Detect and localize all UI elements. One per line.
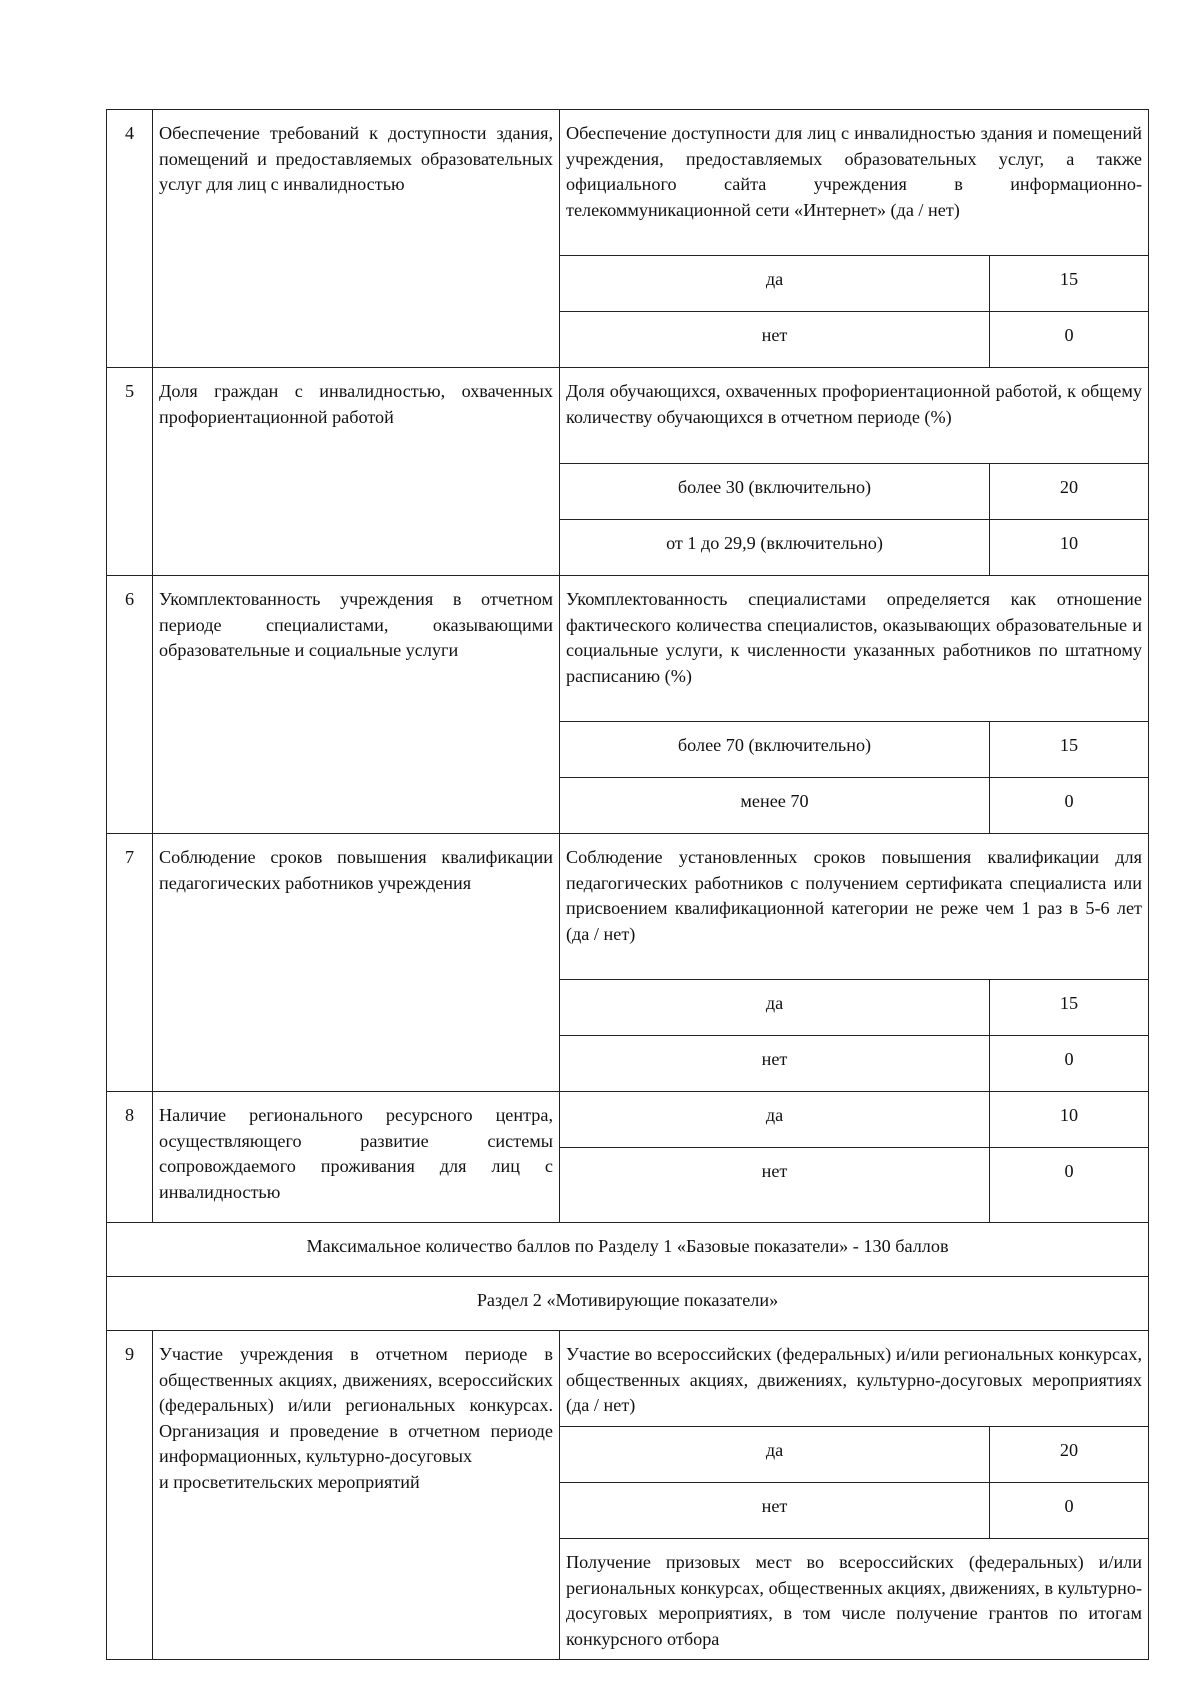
criterion-text: Укомплектованность специалистами определяется как отношение фактического количества специалистов, оказывающих образовательные и социальные услуги, к численности указанных работников по штатному расписанию (%) [560, 576, 1149, 722]
row-number: 5 [107, 368, 153, 576]
criterion-text: Доля обучающихся, охваченных профориентационной работой, к общему количеству обучающихся в отчетном периоде (%) [560, 368, 1149, 464]
section1-max-points: Максимальное количество баллов по Разделу 1 «Базовые показатели» - 130 баллов [107, 1223, 1149, 1277]
option-points: 0 [990, 312, 1149, 368]
table-row [107, 368, 1149, 464]
row-number: 9 [107, 1331, 153, 1660]
indicator-text [153, 1331, 560, 1660]
option-label: да [560, 1427, 990, 1483]
section-summary-row [107, 1223, 1149, 1277]
option-label: менее 70 [560, 778, 990, 834]
criterion-text: Обеспечение доступности для лиц с инвалидностью здания и помещений учреждения, предоставляемых образовательных услуг, а также официального сайта учреждения в информационно-телекоммуникационной сети «Интернет» (да / нет) [560, 110, 1149, 256]
option-points: 0 [990, 1148, 1149, 1223]
table-row [107, 1331, 1149, 1427]
indicator-text-part1: Участие учреждения в отчетном периоде в общественных акциях, движениях, всероссийских (федеральных) и/или региональных конкурсах. Организация и проведение в отчетном периоде информационных, культурно-досуговых [159, 1344, 553, 1466]
option-label: более 30 (включительно) [560, 464, 990, 520]
option-label: нет [560, 1483, 990, 1539]
criterion-text-2: Получение призовых мест во всероссийских (федеральных) и/или региональных конкурсах, общественных акциях, движениях, в культурно-досуговых мероприятиях, в том числе получение грантов по итогам конкурсного отбора [560, 1539, 1149, 1660]
option-label: нет [560, 1148, 990, 1223]
option-points: 15 [990, 980, 1149, 1036]
row-number: 4 [107, 110, 153, 368]
option-points: 0 [990, 778, 1149, 834]
option-points: 15 [990, 722, 1149, 778]
row-number: 6 [107, 576, 153, 834]
option-label: нет [560, 312, 990, 368]
criteria-table [106, 109, 1149, 1660]
table-row [107, 1092, 1149, 1148]
option-points: 15 [990, 256, 1149, 312]
row-number: 8 [107, 1092, 153, 1223]
option-label: от 1 до 29,9 (включительно) [560, 520, 990, 576]
option-points: 10 [990, 1092, 1149, 1148]
indicator-text: Укомплектованность учреждения в отчетном периоде специалистами, оказывающими образовательные и социальные услуги [153, 576, 560, 834]
option-points: 20 [990, 1427, 1149, 1483]
indicator-text: Наличие регионального ресурсного центра, осуществляющего развитие системы сопровождаемого проживания для лиц с инвалидностью [153, 1092, 560, 1223]
option-points: 10 [990, 520, 1149, 576]
option-label: да [560, 980, 990, 1036]
row-number: 7 [107, 834, 153, 1092]
indicator-text: Доля граждан с инвалидностью, охваченных профориентационной работой [153, 368, 560, 576]
option-points: 0 [990, 1036, 1149, 1092]
section2-title: Раздел 2 «Мотивирующие показатели» [107, 1277, 1149, 1331]
option-points: 0 [990, 1483, 1149, 1539]
table-row [107, 576, 1149, 722]
option-points: 20 [990, 464, 1149, 520]
indicator-text-part2: и просветительских мероприятий [159, 1471, 420, 1492]
indicator-text: Обеспечение требований к доступности здания, помещений и предоставляемых образовательных услуг для лиц с инвалидностью [153, 110, 560, 368]
option-label: нет [560, 1036, 990, 1092]
criterion-text: Соблюдение установленных сроков повышения квалификации для педагогических работников с получением сертификата специалиста или присвоением квалификационной категории не реже чем 1 раз в 5-6 лет (да / нет) [560, 834, 1149, 980]
section-title-row [107, 1277, 1149, 1331]
table-row [107, 834, 1149, 980]
option-label: да [560, 256, 990, 312]
option-label: более 70 (включительно) [560, 722, 990, 778]
criterion-text: Участие во всероссийских (федеральных) и/или региональных конкурсах, общественных акциях, движениях, культурно-досуговых мероприятиях (да / нет) [560, 1331, 1149, 1427]
option-label: да [560, 1092, 990, 1148]
indicator-text: Соблюдение сроков повышения квалификации педагогических работников учреждения [153, 834, 560, 1092]
table-row [107, 110, 1149, 256]
